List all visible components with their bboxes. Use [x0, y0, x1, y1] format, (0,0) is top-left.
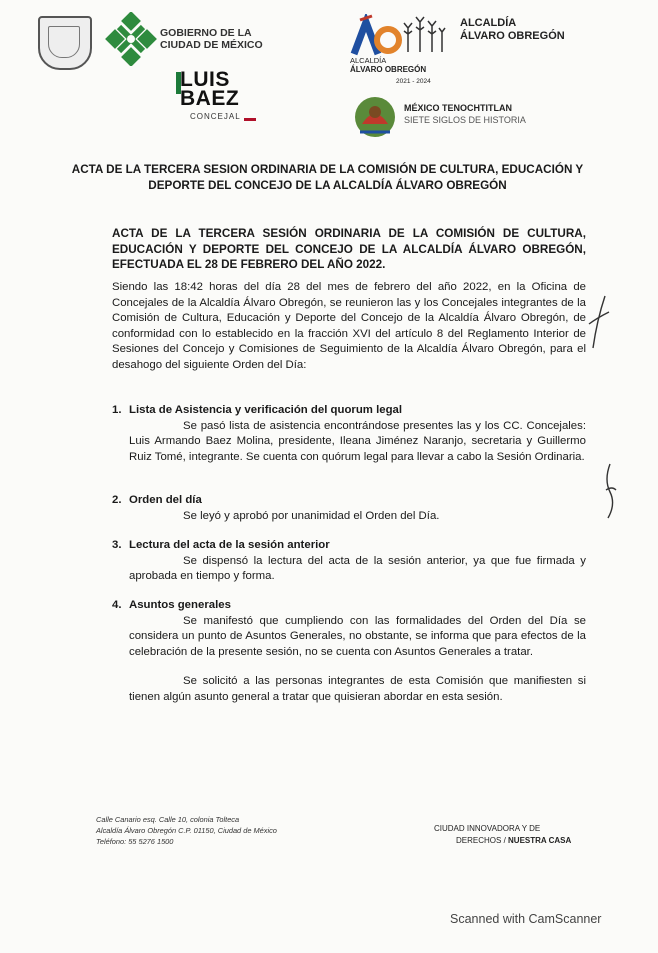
address-line-2: Alcaldía Álvaro Obregón C.P. 01150, Ciudad de México — [96, 826, 277, 835]
agenda-item-2 — [112, 493, 586, 524]
coat-of-arms-icon — [38, 16, 92, 70]
alcaldia-line-1: ALCALDÍA — [460, 17, 517, 29]
agenda-item-4 — [112, 598, 586, 706]
slogan-part-2: NUESTRA CASA — [508, 836, 572, 845]
agenda-item-body-2: Se solicitó a las personas integrantes de esta Comisión que manifiesten si tienen algún asunto general a tratar que quisieran abordar en esta sesión. — [129, 675, 586, 703]
footer-slogan — [434, 823, 571, 847]
footer-address — [96, 814, 277, 847]
concejal-accent — [244, 118, 256, 121]
agenda-item-body: Se leyó y aprobó por unanimidad el Orden del Día. — [183, 509, 440, 522]
tenochtitlan-glyph-icon — [352, 94, 398, 140]
camscanner-watermark: Scanned with CamScanner — [450, 912, 602, 926]
government-name — [160, 27, 263, 51]
ao-logo-line-1: ALCALDÍA — [350, 56, 387, 65]
luis-logo-line-2: BAEZ — [180, 87, 240, 110]
agenda-item-number: 2. — [112, 494, 122, 506]
intro-paragraph: Siendo las 18:42 horas del día 28 del mes de febrero del año 2022, en la Oficina de Concejales de la Alcaldía Álvaro Obregón, se reunieron las y los Concejales integrantes de la Comisión de Cultura, Educación y Deporte del Concejo de la Alcaldía Álvaro Obregón, de conformidad con lo establecido en la fracción XVI del artículo 8 del Reglamento Interior de Sesiones del Concejo y Comisiones de Seguimiento de la Alcaldía Álvaro Obregón, para el desahogo del siguiente Orden del Día: — [112, 281, 586, 371]
handwritten-signature-icon — [594, 460, 624, 520]
ao-logo-years: 2021 - 2024 — [396, 78, 431, 85]
luis-baez-logo — [180, 70, 239, 108]
agenda-item-heading — [112, 493, 586, 509]
cdmx-logo-icon — [104, 12, 158, 66]
agenda-item-body: Se dispensó la lectura del acta de la sesión anterior, ya que fue firmada y aprobada en tiempo y forma. — [129, 554, 586, 583]
address-line-1: Calle Canario esq. Calle 10, colonia Tolteca — [96, 815, 240, 824]
phone-line: Teléfono: 55 5276 1500 — [96, 837, 174, 846]
ao-logo-line-2: ÁLVARO OBREGÓN — [350, 64, 427, 74]
agenda-item-heading — [112, 598, 586, 614]
agenda-item-title: Asuntos generales — [129, 599, 231, 611]
agenda-item-heading — [112, 403, 586, 419]
tenochtitlan-text — [404, 102, 526, 126]
gov-line-1: GOBIERNO DE LA — [160, 27, 252, 39]
agenda-item-number: 3. — [112, 539, 122, 551]
agenda-item-number: 1. — [112, 404, 122, 416]
agenda-item-body: Se manifestó que cumpliendo con las formalidades del Orden del Día se considera un punto de Asuntos Generales, no obstante, se informa que para efectos de la celebración de la presente sesión, no se cuenta con Asuntos Generales a tratar. — [129, 614, 586, 658]
agenda-item-heading — [112, 538, 586, 554]
agenda-item-body: Se pasó lista de asistencia encontrándose presentes las y los CC. Concejales: Luis Armando Baez Molina, presidente, Ileana Jiménez Naranjo, secretaria y Guillermo Ruiz Tomé, integrante. Se cuenta con quórum legal para llevar a cabo la Sesión Ordinaria. — [129, 419, 586, 463]
gov-line-2: CIUDAD DE MÉXICO — [160, 39, 263, 51]
agenda-item-3 — [112, 538, 586, 585]
agenda-item-title: Lista de Asistencia y verificación del quorum legal — [129, 404, 403, 416]
agenda-item-title: Lectura del acta de la sesión anterior — [129, 539, 330, 551]
trees-icon — [402, 14, 446, 54]
slogan-line-1: CIUDAD INNOVADORA Y DE — [434, 824, 541, 833]
tenochtitlan-line-2: SIETE SIGLOS DE HISTORIA — [404, 115, 526, 125]
agenda-item-1 — [112, 403, 586, 465]
agenda-item-title: Orden del día — [129, 494, 202, 506]
ao-logo-icon — [350, 14, 402, 58]
document-title: ACTA DE LA TERCERA SESION ORDINARIA DE LA COMISIÓN DE CULTURA, EDUCACIÓN Y DEPORTE DEL CONCEJO DE LA ALCALDÍA ÁLVARO OBREGÓN — [71, 163, 584, 192]
ao-logo-text — [350, 57, 426, 74]
concejal-label: CONCEJAL — [190, 112, 241, 121]
handwritten-mark-icon — [583, 290, 613, 350]
document-subtitle: ACTA DE LA TERCERA SESIÓN ORDINARIA DE LA COMISIÓN DE CULTURA, EDUCACIÓN Y DEPORTE DEL CONCEJO DE LA ALCALDÍA ÁLVARO OBREGÓN, EFECTUADA EL 28 DE FEBRERO DEL AÑO 2022. — [112, 227, 586, 271]
luis-logo-line-1: LUIS — [180, 68, 230, 91]
tenochtitlan-line-1: MÉXICO TENOCHTITLAN — [404, 103, 512, 113]
agenda-item-number: 4. — [112, 599, 122, 611]
slogan-part-1: DERECHOS / — [456, 836, 509, 845]
slogan-line-2 — [434, 835, 571, 847]
alcaldia-line-2: ÁLVARO OBREGÓN — [460, 30, 565, 42]
alcaldia-heading — [460, 17, 565, 43]
